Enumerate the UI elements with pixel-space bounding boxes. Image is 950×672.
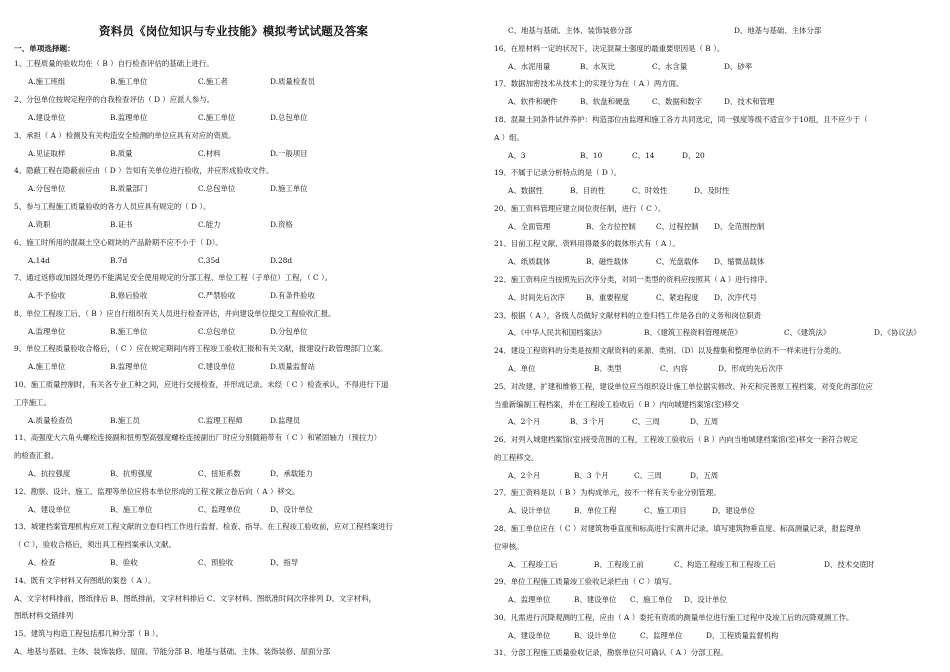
answer-option: B、水灰比 bbox=[580, 62, 615, 71]
answer-option: D.28d bbox=[270, 256, 293, 265]
answer-option: A.施工班组 bbox=[28, 77, 66, 86]
question-text-line: 8、单位工程竣工后，（ B ）应自行组织有关人员进行检查评估，并向建设单位提交工程验收汇报。 bbox=[14, 309, 336, 318]
question-text-line: 30、凡需进行沉降观测的工程，应由（ A ）委托有资质的测量单位进行施工过程中及竣工后的沉降观测工作。 bbox=[494, 613, 854, 622]
answer-option: A、时间先后次序 bbox=[508, 293, 566, 302]
question-text-line: 6、施工时所用的混凝土空心砌块的产品龄期不应不小于（ D）。 bbox=[14, 238, 223, 247]
answer-option: C.能力 bbox=[198, 220, 221, 229]
answer-option: D.质量检查员 bbox=[270, 77, 315, 86]
answer-option: B、全方位控制 bbox=[586, 222, 636, 231]
answer-option: A、数据性 bbox=[508, 186, 543, 195]
question-text-line: 20、施工资料管理应建立岗位责任制，进行（ C ）。 bbox=[494, 204, 666, 213]
answer-option: A、3 bbox=[508, 151, 526, 160]
answer-option: D.有条件验收 bbox=[270, 291, 315, 300]
answer-option: B、设计单位 bbox=[574, 631, 617, 640]
answer-option: B.质量部门 bbox=[110, 184, 148, 193]
answer-option: D、承载能力 bbox=[270, 469, 313, 478]
answer-option: D、五周 bbox=[690, 471, 719, 480]
answer-option: B.修后验收 bbox=[110, 291, 148, 300]
question-text-line: 14、既有文字材料又有图纸的案卷（ A ）。 bbox=[14, 576, 156, 585]
answer-option: A.监理单位 bbox=[28, 327, 66, 336]
answer-option: A、2个月 bbox=[508, 417, 541, 426]
answer-option: B、磁性载体 bbox=[586, 257, 629, 266]
answer-option: B、3 个月 bbox=[570, 417, 605, 426]
question-text-line: 3、承担（ A ）检测及有关构造安全检测的单位应具有对应的资质。 bbox=[14, 131, 236, 140]
answer-option: B、目的性 bbox=[570, 186, 605, 195]
answer-option: B、《建筑工程资料管理规范》 bbox=[644, 328, 742, 337]
question-text-line: 12、勘察、设计、施工、监理等单位应将本单位形成的工程文献立卷后向（ A ）移交。 bbox=[14, 487, 300, 496]
question-text-line: 的工程移交。 bbox=[494, 453, 539, 462]
answer-option: A、水泥用量 bbox=[508, 62, 551, 71]
answer-option: C.总包单位 bbox=[198, 327, 236, 336]
answer-option: C、预验收 bbox=[198, 558, 234, 567]
answer-option: A、单位 bbox=[508, 364, 536, 373]
answer-option: D、全范围控制 bbox=[714, 222, 765, 231]
answer-option: A.资职 bbox=[28, 220, 51, 229]
answer-option: D.总包单位 bbox=[270, 113, 308, 122]
left-column bbox=[14, 0, 484, 672]
answer-option: D.监理员 bbox=[270, 416, 301, 425]
question-text-line: 13、城建档案管理机构应对工程文献的立卷归档工作进行监督、检查、指导。在工程竣工验收前，应对工程档案进行 bbox=[14, 522, 393, 531]
answer-option: A、全面管理 bbox=[508, 222, 551, 231]
answer-option: B、单位工程 bbox=[574, 506, 617, 515]
answer-option: A.建设单位 bbox=[28, 113, 66, 122]
question-text-line: （ C ），验收合格后，须出具工程档案承认文献。 bbox=[14, 540, 176, 549]
answer-option: B.质量 bbox=[110, 149, 133, 158]
answer-option: C、构造工程竣工和工程竣工后 bbox=[674, 560, 776, 569]
answer-option: C、水含量 bbox=[652, 62, 688, 71]
answer-option: A.施工单位 bbox=[28, 362, 66, 371]
question-text-line: A ）组。 bbox=[494, 133, 524, 142]
answer-option: C.施工者 bbox=[198, 77, 228, 86]
question-text-line: 22、施工资料应当按照先后次序分类，对同一类型的资料应按照其（ A ）进行排序。 bbox=[494, 275, 773, 284]
answer-option: D.资格 bbox=[270, 220, 293, 229]
answer-option: A.见证取样 bbox=[28, 149, 66, 158]
answer-option: D、工程质量监督机构 bbox=[706, 631, 779, 640]
answer-option: A、《中华人民共和国档案法》 bbox=[508, 328, 606, 337]
answer-option: D、设计单位 bbox=[684, 595, 727, 604]
answer-option: C、施工单位 bbox=[630, 595, 673, 604]
answer-option: C.监理工程师 bbox=[198, 416, 243, 425]
answer-option: C、地基与基础、主体、装饰装修分部 bbox=[508, 26, 632, 35]
answer-option: A.14d bbox=[28, 256, 50, 265]
question-text-line: 图纸材料交错排列 bbox=[14, 611, 74, 620]
answer-option: D、五周 bbox=[690, 417, 719, 426]
question-text-line: 21、目前工程文献、资料用得最多的载体形式有（ A ）。 bbox=[494, 239, 680, 248]
answer-option: A、软件和硬件 bbox=[508, 97, 558, 106]
answer-option: C、紧迫程度 bbox=[656, 293, 699, 302]
answer-option: B、施工单位 bbox=[110, 505, 153, 514]
answer-option: D、形成的先后次序 bbox=[718, 364, 784, 373]
question-text-line: 27、施工资料是以（ B ）为构成单元，按不一样有关专业分别管理。 bbox=[494, 488, 721, 497]
answer-option: B、工程竣工前 bbox=[594, 560, 644, 569]
question-text-line: 28、施工单位应在（ C ）对建筑物垂直度和标高进行实测并记录，填写建筑物垂直度、标高测量记录，报监理单 bbox=[494, 524, 862, 533]
answer-option: A.质量检查员 bbox=[28, 416, 73, 425]
answer-option: B、验收 bbox=[110, 558, 138, 567]
question-text-line: 23、根据（ A ），各级人员做好文献材料的立卷归档工作是各自的义务和岗位职责 bbox=[494, 311, 762, 320]
question-text-line: 17、数据加密技术从技术上的实现分为在（ A ）两方面。 bbox=[494, 79, 684, 88]
answer-option: C、《建筑法》 bbox=[784, 328, 831, 337]
answer-option: C、扭矩系数 bbox=[198, 469, 241, 478]
question-text-line: 15、建筑与构造工程包括那几种分部（ B ）。 bbox=[14, 629, 163, 638]
answer-option: A、建设单位 bbox=[508, 631, 551, 640]
answer-option: A、建设单位 bbox=[28, 505, 71, 514]
answer-option: B.施工单位 bbox=[110, 77, 148, 86]
answer-option: B、10 bbox=[580, 151, 603, 160]
question-text-line: 1、工程质量的验收均在（ B ）自行检查评估的基础上进行。 bbox=[14, 59, 214, 68]
question-text-line: 的检查汇报。 bbox=[14, 451, 59, 460]
answer-option: D、及时性 bbox=[694, 186, 730, 195]
answer-option: B、3 个月 bbox=[574, 471, 609, 480]
question-text-line: 29、单位工程施工质量竣工验收记录栏由（ C ）填写。 bbox=[494, 577, 677, 586]
answer-option: D、技术和管理 bbox=[724, 97, 775, 106]
question-text-line: 25、对改建、扩建和维修工程，建设单位应当组织设计施工单位据实修改、补充和完善原工程档案，对变化的部位应 bbox=[494, 382, 873, 391]
question-text-line: 5、参与工程施工质量验收的各方人员应具有规定的（ D ）。 bbox=[14, 202, 211, 211]
answer-option: B、软盘和硬盘 bbox=[580, 97, 630, 106]
answer-option: A、工程竣工后 bbox=[508, 560, 558, 569]
question-text-line: 24、建设工程资料的分类是按照文献资料的来源、类别、（D）以及搜集和整理单位的不一样来进行分类的。 bbox=[494, 346, 846, 355]
answer-option: B、抗剪强度 bbox=[110, 469, 153, 478]
answer-option: A.不予验收 bbox=[28, 291, 66, 300]
answer-option: D、20 bbox=[682, 151, 705, 160]
right-column bbox=[494, 0, 950, 672]
answer-option: B、重要程度 bbox=[586, 293, 629, 302]
section-heading: 一、单项选择题： bbox=[14, 44, 75, 53]
question-text-line: A、地基与基础、主体、装饰装修、屋面、节能分部 B、地基与基础、主体、装饰装修、屋面分部 bbox=[14, 647, 331, 656]
answer-option: D.施工单位 bbox=[270, 184, 308, 193]
answer-option: A、纸质载体 bbox=[508, 257, 551, 266]
answer-option: C.严禁验收 bbox=[198, 291, 236, 300]
answer-option: D、缩微品载体 bbox=[714, 257, 765, 266]
answer-option: C、14 bbox=[632, 151, 655, 160]
answer-option: B.施工员 bbox=[110, 416, 140, 425]
answer-option: B.施工单位 bbox=[110, 327, 148, 336]
answer-option: C、监理单位 bbox=[640, 631, 683, 640]
answer-option: C、过程控制 bbox=[656, 222, 699, 231]
answer-option: C、三周 bbox=[632, 417, 660, 426]
answer-option: D、《协议法》 bbox=[874, 328, 921, 337]
question-text-line: 位审核。 bbox=[494, 542, 524, 551]
answer-option: A、抗拉强度 bbox=[28, 469, 71, 478]
answer-option: D、建设单位 bbox=[712, 506, 755, 515]
question-text-line: 当重新编制工程档案，并在工程竣工验收后（ B ）内向城建档案馆(室)移交 bbox=[494, 400, 740, 409]
answer-option: B.证书 bbox=[110, 220, 133, 229]
question-text-line: 31、分部工程施工质量验收记录，勘察单位只可确认（ A ）分部工程。 bbox=[494, 648, 728, 657]
answer-option: C、内容 bbox=[660, 364, 688, 373]
answer-option: B、类型 bbox=[594, 364, 622, 373]
answer-option: D、技术交底时 bbox=[824, 560, 875, 569]
answer-option: D、次序代号 bbox=[714, 293, 757, 302]
answer-option: C、监理单位 bbox=[198, 505, 241, 514]
answer-option: D.一般项目 bbox=[270, 149, 308, 158]
question-text-line: 9、单位工程质量验收合格后，（ C ）应在规定期间内将工程竣工验收汇报和有关文献，报建设行政管理部门立案。 bbox=[14, 344, 388, 353]
answer-option: D.分包单位 bbox=[270, 327, 308, 336]
question-text-line: 工序施工。 bbox=[14, 398, 51, 407]
answer-option: D.质量监督站 bbox=[270, 362, 315, 371]
question-text-line: 2、分包单位按规定程序的自我检查评估（ D ）应派人参与。 bbox=[14, 95, 215, 104]
answer-option: B.监理单位 bbox=[110, 362, 148, 371]
question-text-line: 18、混凝土同条件试件养护：构造部位由监理和施工各方共同选定，同一强度等级不适宜少于10组，且不应少于（ bbox=[494, 115, 868, 124]
document-title: 资料员《岗位知识与专业技能》模拟考试试题及答案 bbox=[99, 24, 369, 38]
answer-option: C.施工单位 bbox=[198, 113, 236, 122]
answer-option: C、光盘载体 bbox=[656, 257, 699, 266]
answer-option: B.7d bbox=[110, 256, 128, 265]
question-text-line: 19、不属于记录分析特点的是（ D ）。 bbox=[494, 168, 622, 177]
answer-option: C.总包单位 bbox=[198, 184, 236, 193]
question-text-line: 4、隐蔽工程在隐蔽前应由（ D ）告知有关单位进行验收，并应形成验收文件。 bbox=[14, 166, 274, 175]
answer-option: C.35d bbox=[198, 256, 220, 265]
answer-option: A、设计单位 bbox=[508, 506, 551, 515]
answer-option: A.分包单位 bbox=[28, 184, 66, 193]
answer-option: C、数据和数字 bbox=[652, 97, 702, 106]
answer-option: D、砂率 bbox=[724, 62, 753, 71]
question-text-line: 16、在原材料一定的状况下，决定混凝土强度的最重要原因是（ B ）。 bbox=[494, 44, 725, 53]
question-text-line: A、文字材料排前，图纸排后 B、图纸排前，文字材料排后 C、文字材料、图纸准时间次序排列 D、文字材料， bbox=[14, 594, 376, 603]
answer-option: C、三周 bbox=[634, 471, 662, 480]
answer-option: C.材料 bbox=[198, 149, 221, 158]
answer-option: A、监理单位 bbox=[508, 595, 551, 604]
answer-option: C.建设单位 bbox=[198, 362, 236, 371]
answer-option: C、时效性 bbox=[632, 186, 668, 195]
question-text-line: 7、通过返修或加固处理仍不能满足安全使用规定的分部工程、单位工程（子单位）工程，（ C ）。 bbox=[14, 273, 333, 282]
answer-option: A、2个月 bbox=[508, 471, 541, 480]
question-text-line: 26、对列入城建档案馆(室)接受范围的工程，工程竣工验收后（ B ）内向当地城建档案馆(室)移交一套符合规定 bbox=[494, 435, 858, 444]
answer-option: D、地基与基础、主体分部 bbox=[734, 26, 822, 35]
answer-option: A、检查 bbox=[28, 558, 56, 567]
answer-option: D、指导 bbox=[270, 558, 299, 567]
question-text-line: 10、施工质量控制时，有关各专业工种之间，应进行交接检查，并形成记录。未经（ C ）检查承认，不得进行下道 bbox=[14, 380, 389, 389]
question-text-line: 11、高强度大六角头螺栓连接副和扭剪型高强度螺栓连接副出厂时应分别随箱带有（ C ）和紧固轴力（预拉力） bbox=[14, 433, 382, 442]
answer-option: D、设计单位 bbox=[270, 505, 313, 514]
answer-option: C、施工项目 bbox=[644, 506, 687, 515]
answer-option: B.监理单位 bbox=[110, 113, 148, 122]
answer-option: B、建设单位 bbox=[574, 595, 617, 604]
